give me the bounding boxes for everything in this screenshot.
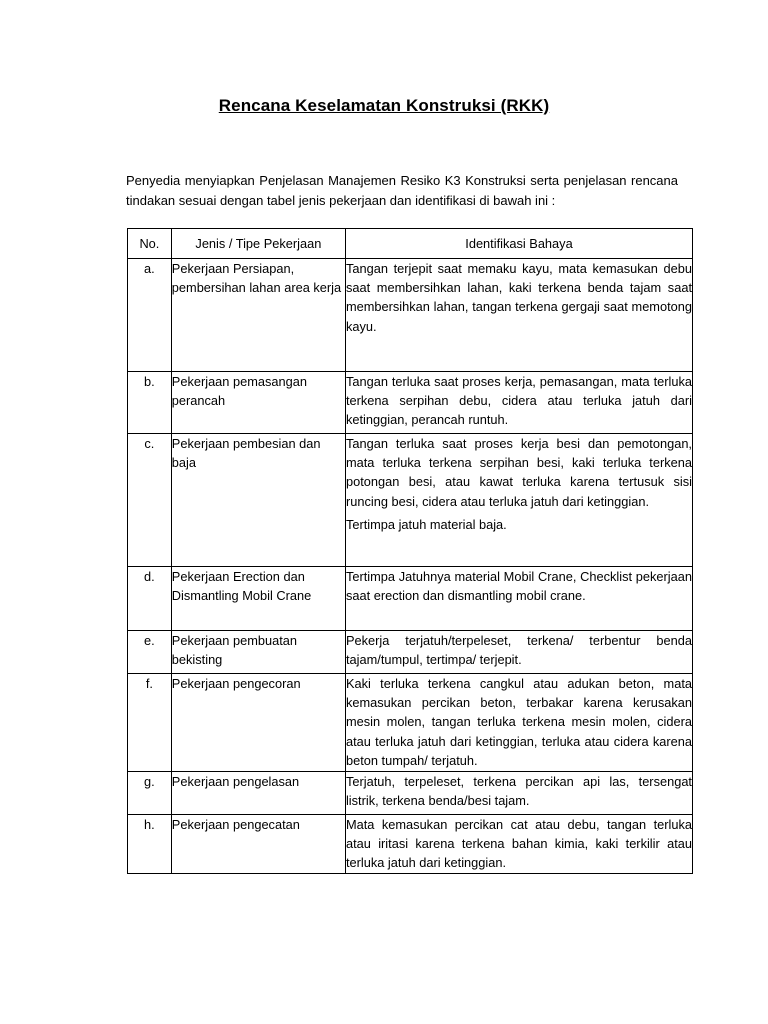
table-row — [128, 434, 693, 567]
hazard-text: Tangan terluka saat proses kerja besi dan pemotongan, mata terluka terkena serpihan besi, kaki terluka terkena potongan besi, atau kawat terluka karena tertusuk sisi runcing besi, cidera atau terluka jatuh dari ketinggian. — [345, 436, 692, 509]
row-number: b. — [128, 372, 172, 434]
hazard-cell — [345, 631, 692, 674]
hazard-cell — [345, 259, 692, 372]
hazard-cell — [345, 567, 692, 631]
hazard-cell — [345, 772, 692, 815]
job-type-cell: Pekerjaan pembuatan bekisting — [171, 631, 345, 674]
header-job-type: Jenis / Tipe Pekerjaan — [171, 229, 345, 259]
row-number: h. — [128, 815, 172, 874]
hazard-text: Terjatuh, terpeleset, terkena percikan api las, tersengat listrik, terkena benda/besi tajam. — [345, 774, 692, 809]
table-row — [128, 631, 693, 674]
header-hazard-identification: Identifikasi Bahaya — [345, 229, 692, 259]
hazard-text: Tangan terluka saat proses kerja, pemasangan, mata terluka terkena serpihan debu, cidera atau terluka jatuh dari ketinggian, perancah runtuh. — [345, 374, 692, 428]
row-number: f. — [128, 674, 172, 772]
job-type-cell: Pekerjaan Persiapan, pembersihan lahan area kerja — [171, 259, 345, 372]
hazard-table — [127, 228, 693, 874]
table-row — [128, 372, 693, 434]
hazard-text: Tangan terjepit saat memaku kayu, mata kemasukan debu saat membersihkan lahan, kaki terkena benda tajam saat membersihkan lahan, tangan terkena gergaji saat memotong kayu. — [345, 261, 692, 334]
table-header-row — [128, 229, 693, 259]
job-type-cell: Pekerjaan pengelasan — [171, 772, 345, 815]
row-number: e. — [128, 631, 172, 674]
header-no: No. — [128, 229, 172, 259]
table-row — [128, 259, 693, 372]
job-type-cell: Pekerjaan pemasangan perancah — [171, 372, 345, 434]
hazard-cell — [345, 674, 692, 772]
hazard-text: Pekerja terjatuh/terpeleset, terkena/ terbentur benda tajam/tumpul, tertimpa/ terjepit. — [345, 633, 692, 668]
job-type-cell: Pekerjaan pengecatan — [171, 815, 345, 874]
table-row — [128, 567, 693, 631]
hazard-text: Kaki terluka terkena cangkul atau adukan beton, mata kemasukan percikan beton, terbakar karena kerusakan mesin molen, tangan terluka terkena mesin molen, cidera atau terluka jatuh dari ketinggian, terluka atau cidera karena beton tumpah/ terjatuh. — [345, 676, 692, 768]
intro-paragraph: Penyedia menyiapkan Penjelasan Manajemen Resiko K3 Konstruksi serta penjelasan rencana tindakan sesuai dengan tabel jenis pekerjaan dan identifikasi di bawah ini : — [126, 173, 678, 208]
document-title: Rencana Keselamatan Konstruksi (RKK) — [218, 96, 550, 115]
row-number: g. — [128, 772, 172, 815]
hazard-text: Mata kemasukan percikan cat atau debu, tangan terluka atau iritasi karena terkena bahan kimia, kaki terkilir atau terluka jatuh dari ketinggian. — [345, 817, 692, 871]
table-row — [128, 772, 693, 815]
job-type-cell: Pekerjaan pembesian dan baja — [171, 434, 345, 567]
hazard-text: Tertimpa Jatuhnya material Mobil Crane, Checklist pekerjaan saat erection dan dismantling mobil crane. — [345, 569, 692, 604]
job-type-cell: Pekerjaan Erection dan Dismantling Mobil Crane — [171, 567, 345, 631]
row-number: a. — [128, 259, 172, 372]
job-type-cell: Pekerjaan pengecoran — [171, 674, 345, 772]
hazard-cell — [345, 815, 692, 874]
table-row — [128, 815, 693, 874]
hazard-extra-text: Tertimpa jatuh material baja. — [345, 516, 507, 532]
hazard-cell — [345, 372, 692, 434]
row-number: d. — [128, 567, 172, 631]
table-row — [128, 674, 693, 772]
hazard-cell — [345, 434, 692, 567]
row-number: c. — [128, 434, 172, 567]
